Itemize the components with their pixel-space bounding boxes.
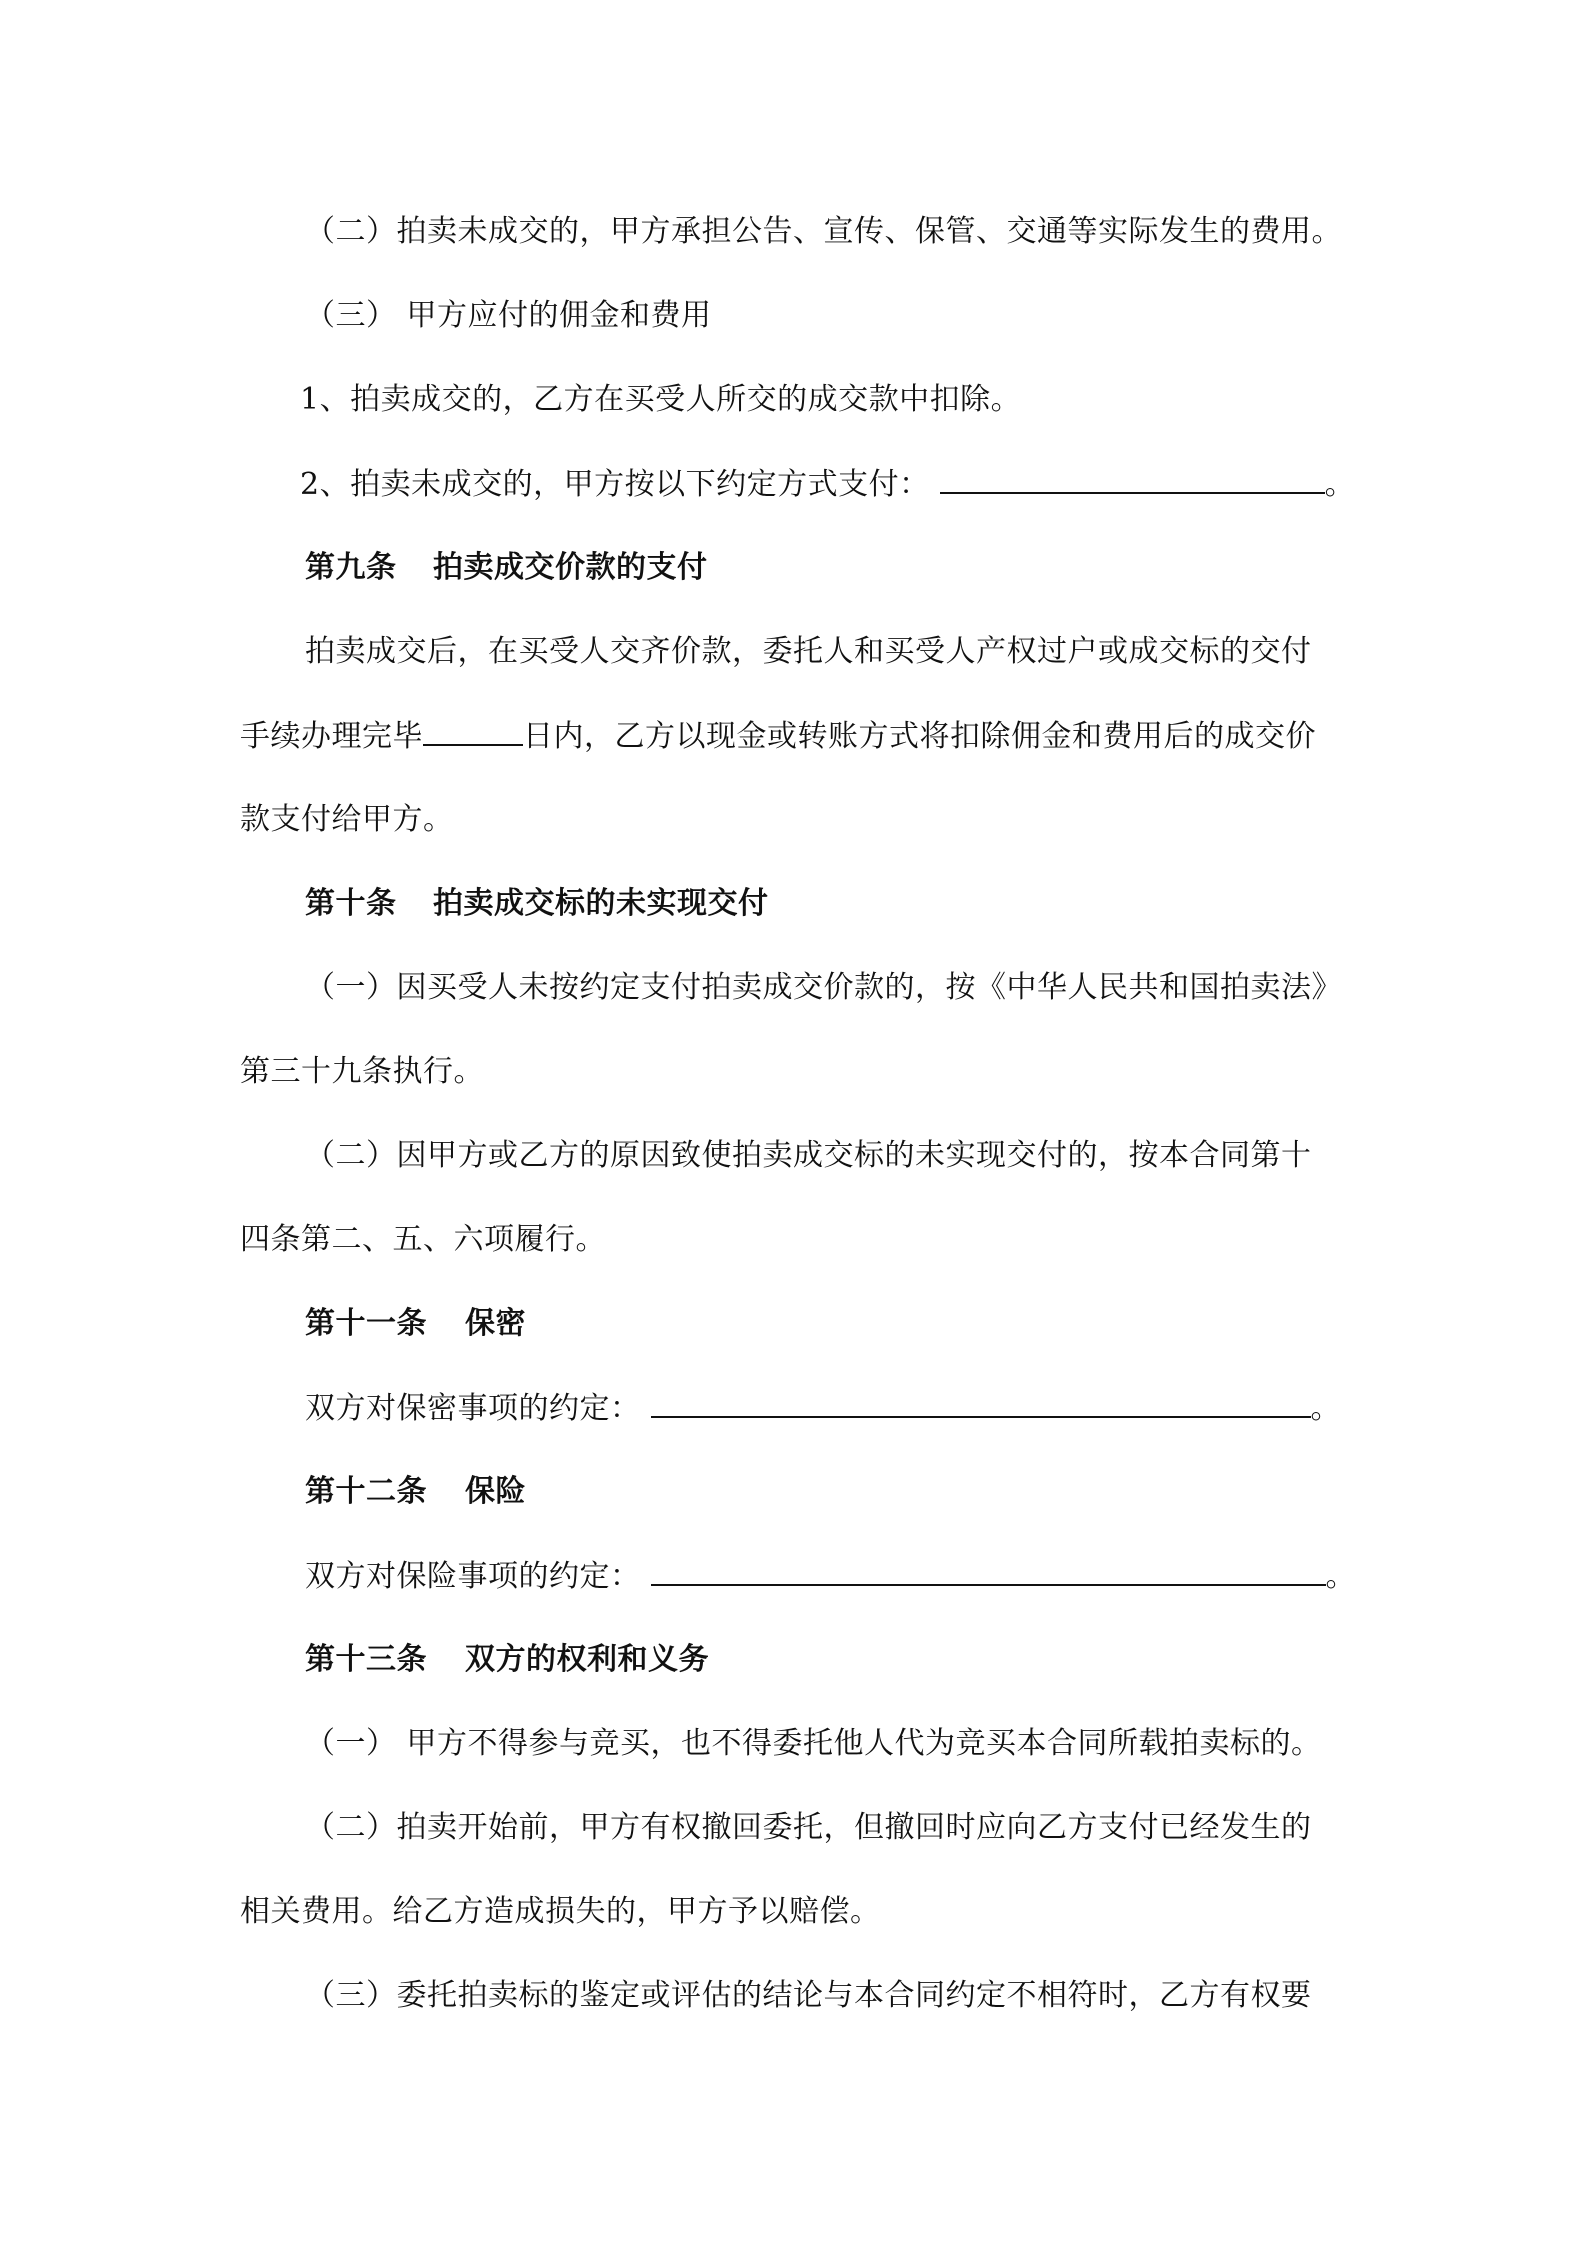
- article-10-heading: [305, 882, 1425, 926]
- payment-method-blank: [940, 462, 1325, 494]
- confidentiality-label: 双方对保密事项的约定：: [305, 1391, 641, 1426]
- article-10-item-1-line-1: （一）因买受人未按约定支付拍卖成交价款的，按《中华人民共和国拍卖法》: [305, 970, 1342, 1005]
- article-9-line-1: 拍卖成交后，在买受人交齐价款，委托人和买受人产权过户或成交标的交付: [305, 634, 1312, 669]
- article-11-heading: [305, 1302, 1425, 1346]
- article-11-number: 第十一条: [305, 1306, 427, 1341]
- article-9-number: 第九条: [305, 550, 397, 585]
- article-10-item-2-line-2: 四条第二、五、六项履行。: [240, 1222, 606, 1257]
- clause-8-2-text: （二）拍卖未成交的，甲方承担公告、宣传、保管、交通等实际发生的费用。: [305, 214, 1342, 249]
- article-9-heading: [305, 546, 1425, 590]
- article-12-heading: [305, 1470, 1425, 1514]
- article-13-item-2-line-1: （二）拍卖开始前，甲方有权撤回委托，但撤回时应向乙方支付已经发生的: [305, 1810, 1312, 1845]
- article-9-line-2: [240, 714, 1360, 759]
- article-13-item-2-line-2: 相关费用。给乙方造成损失的，甲方予以赔偿。: [240, 1894, 881, 1929]
- article-12-number: 第十二条: [305, 1474, 427, 1509]
- article-13-item-1: （一） 甲方不得参与竞买，也不得委托他人代为竞买本合同所载拍卖标的。: [305, 1726, 1322, 1761]
- article-9-line-3: 款支付给甲方。: [240, 802, 454, 837]
- article-13-heading: [305, 1638, 1425, 1682]
- insurance-end: 。: [1325, 1559, 1357, 1594]
- article-11-text: [305, 1386, 1425, 1431]
- article-13-number: 第十三条: [305, 1642, 427, 1677]
- clause-8-3-item-1: 1、拍卖成交的，乙方在买受人所交的成交款中扣除。: [300, 382, 1022, 417]
- clause-8-3-item-2: [300, 462, 1420, 507]
- days-blank: [423, 714, 523, 746]
- article-10-title: 拍卖成交标的未实现交付: [433, 886, 769, 921]
- article-10-item-2-line-1: （二）因甲方或乙方的原因致使拍卖成交标的未实现交付的，按本合同第十: [305, 1138, 1312, 1173]
- item-2-text: 2、拍卖未成交的，甲方按以下约定方式支付：: [300, 467, 930, 502]
- article-13-title: 双方的权利和义务: [465, 1642, 709, 1677]
- article-13-item-3-line-1: （三）委托拍卖标的鉴定或评估的结论与本合同约定不相符时，乙方有权要: [305, 1978, 1312, 2013]
- article-12-title: 保险: [465, 1474, 526, 1509]
- insurance-label: 双方对保险事项的约定：: [305, 1559, 641, 1594]
- item-2-end: 。: [1324, 467, 1356, 502]
- confidentiality-blank: [651, 1386, 1311, 1418]
- article-9-title: 拍卖成交价款的支付: [433, 550, 708, 585]
- article-10-number: 第十条: [305, 886, 397, 921]
- insurance-blank: [651, 1554, 1326, 1586]
- article-11-title: 保密: [465, 1306, 526, 1341]
- article-12-text: [305, 1554, 1425, 1599]
- article-9-line-2-suffix: 日内，乙方以现金或转账方式将扣除佣金和费用后的成交价: [523, 719, 1316, 754]
- article-10-item-1-line-2: 第三十九条执行。: [240, 1054, 484, 1089]
- confidentiality-end: 。: [1310, 1391, 1342, 1426]
- article-9-line-2-prefix: 手续办理完毕: [240, 719, 423, 754]
- clause-8-3-heading: （三） 甲方应付的佣金和费用: [305, 298, 712, 333]
